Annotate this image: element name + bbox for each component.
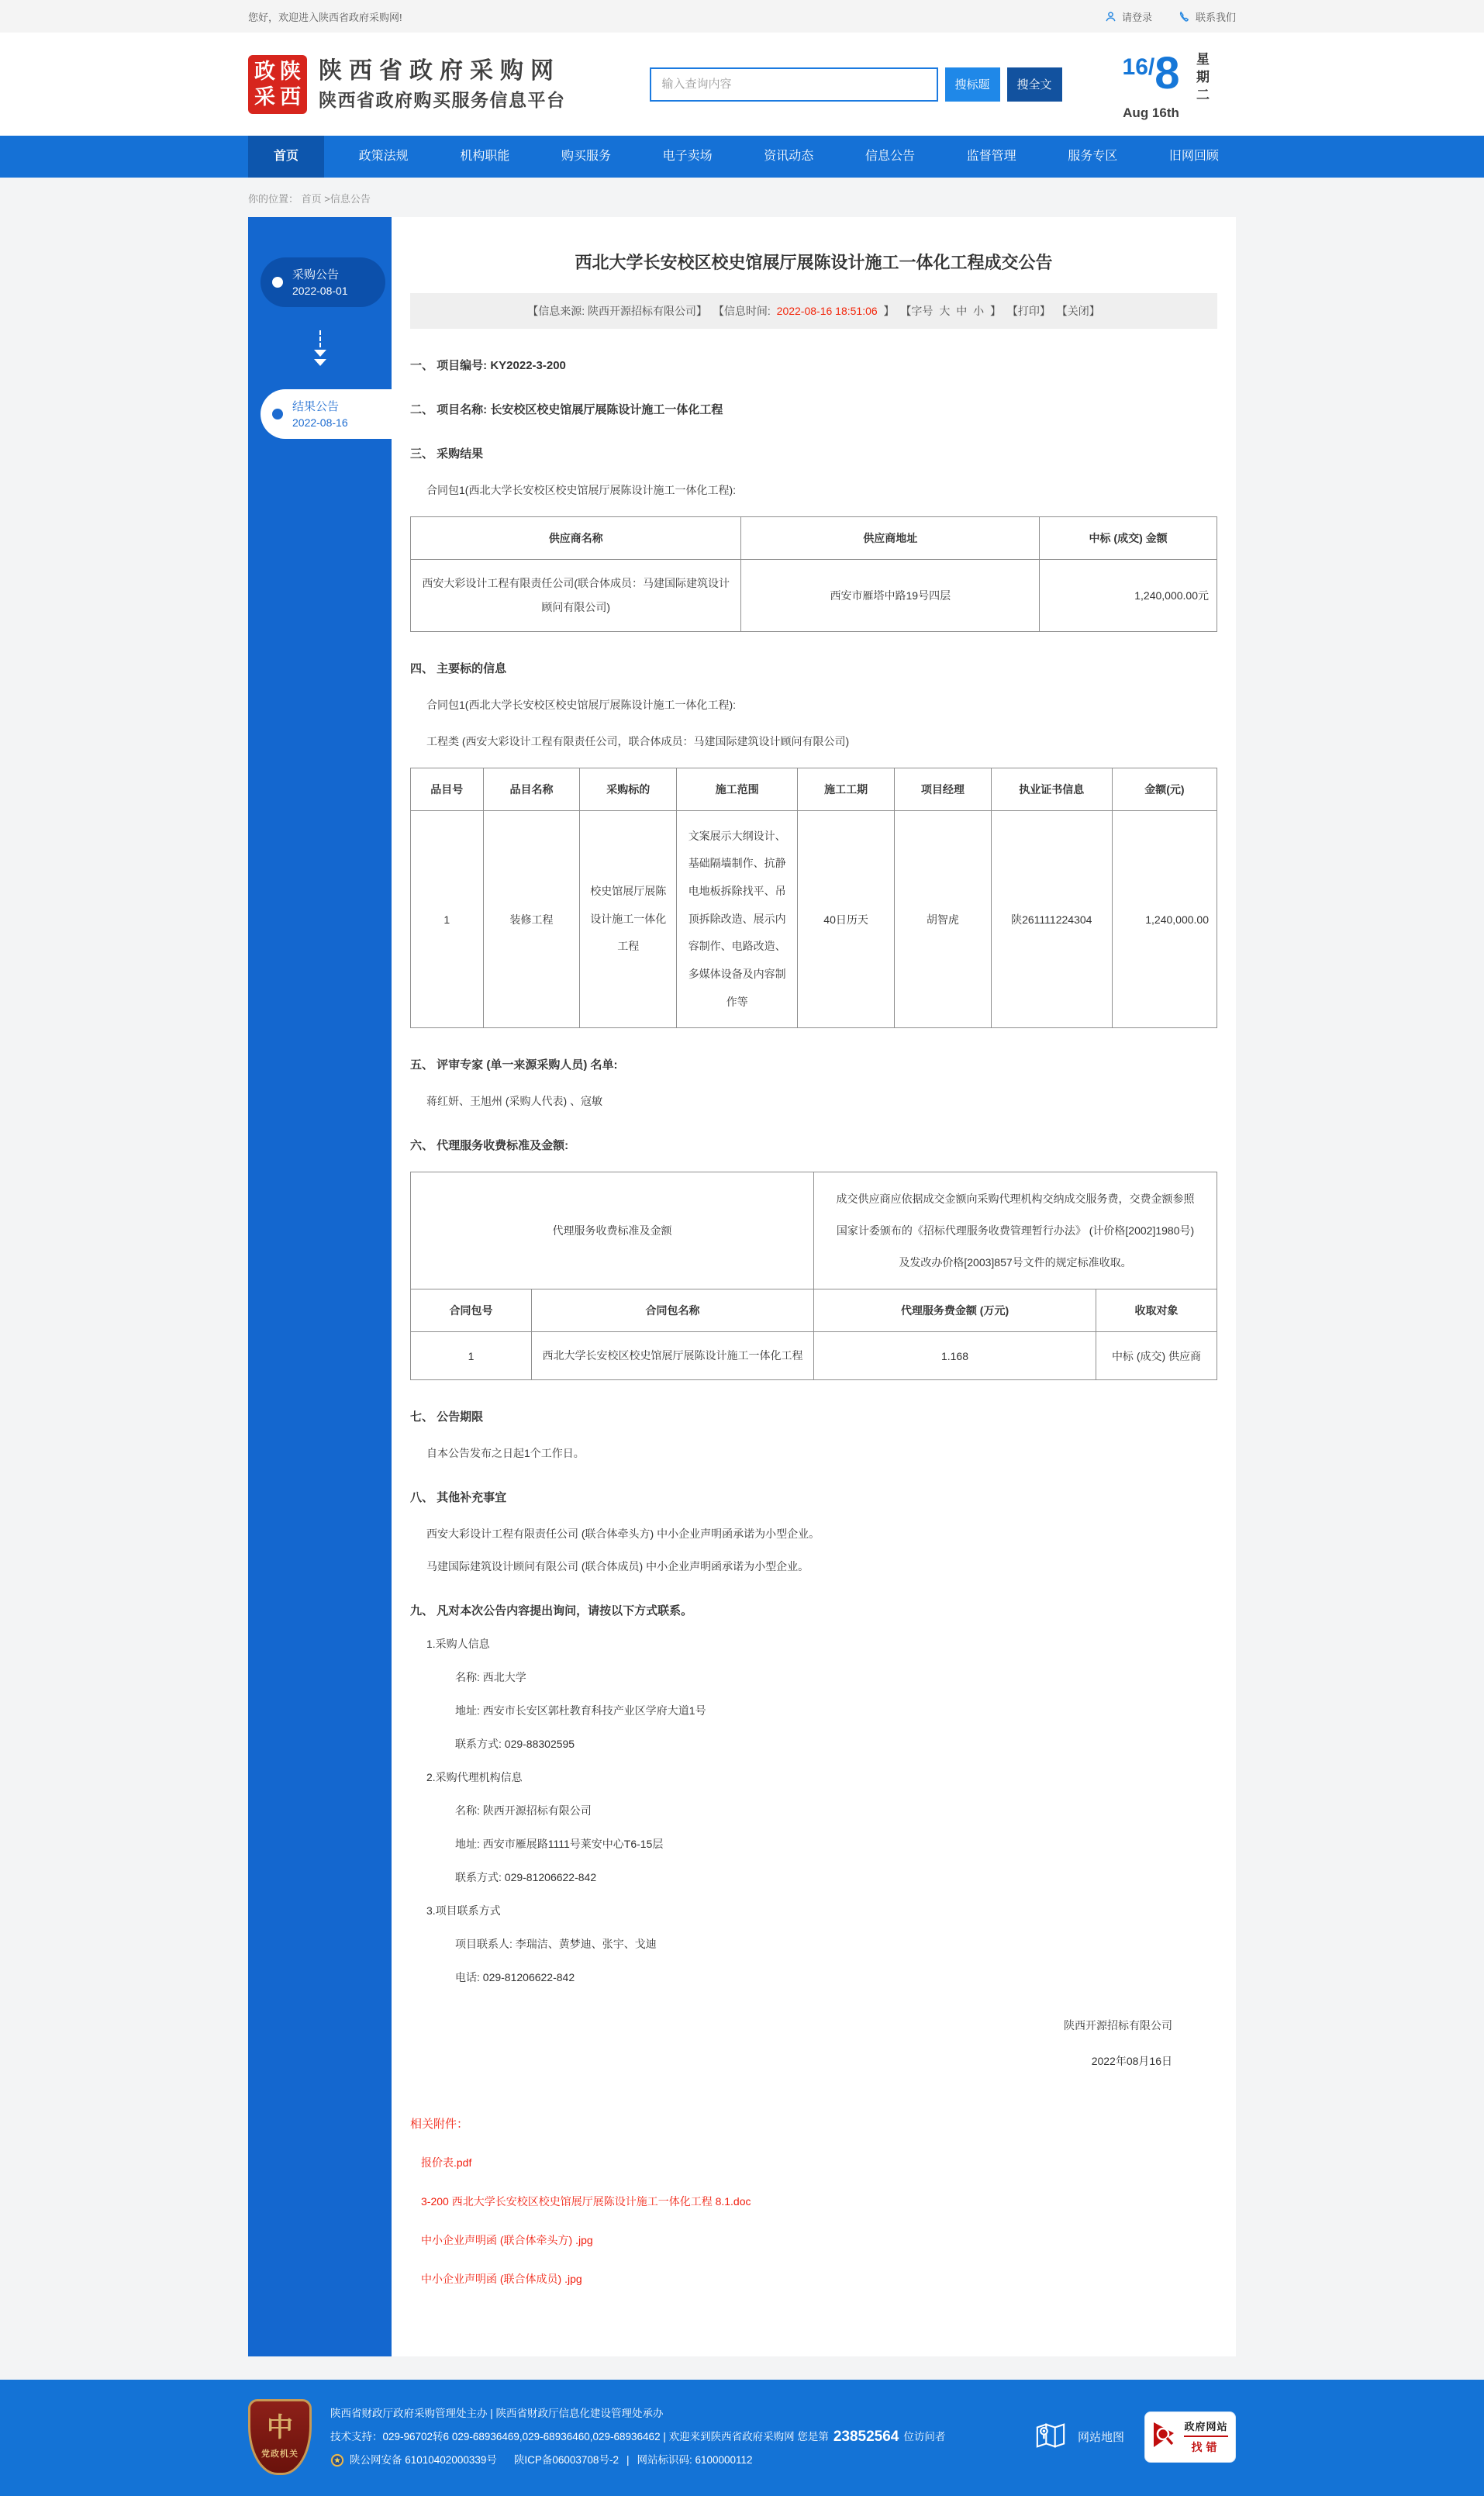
fee-payer-cell: 中标 (成交) 供应商 (1096, 1332, 1217, 1380)
sidebar-item-result-announcement[interactable] (261, 389, 392, 439)
section-5-heading: 五、 评审专家 (单一来源采购人员) 名单: (410, 1058, 618, 1072)
section-1-heading: 一、 项目编号: KY2022-3-200 (410, 359, 566, 372)
contact-line: 名称: 西北大学 (455, 1670, 526, 1683)
supplier-name-cell: 西安大彩设计工程有限责任公司(联合体成员：马建国际建筑设计顾问有限公司) (411, 560, 741, 632)
search-bar (650, 67, 1062, 102)
procurement-subject-cell: 校史馆展厅展陈设计施工一体化工程 (580, 810, 677, 1028)
section-7-heading: 七、 公告期限 (410, 1410, 484, 1424)
construction-period-cell: 40日历天 (798, 810, 895, 1028)
attachment-link[interactable]: 报价表.pdf (421, 2156, 472, 2169)
item-name-cell: 装修工程 (483, 810, 580, 1028)
nav-item-purchase-service[interactable]: 购买服务 (561, 150, 611, 163)
error-report-badge[interactable] (1144, 2411, 1236, 2463)
seal-char: 采 (254, 85, 275, 109)
nav-item-supervision[interactable]: 监督管理 (966, 150, 1016, 163)
sidebar-item-purchase-announcement[interactable] (261, 257, 385, 307)
date-month: 8 (1154, 48, 1180, 98)
print-button[interactable]: 【打印】 (1006, 305, 1051, 317)
nav-item-service-zone[interactable]: 服务专区 (1068, 150, 1118, 163)
breadcrumb (248, 178, 1236, 217)
login-label: 请登录 (1121, 11, 1152, 23)
table-header: 项目经理 (894, 768, 991, 810)
contact-line: 电话: 029-81206622-842 (455, 1970, 575, 1983)
fee-standard-label-cell: 代理服务收费标准及金额 (411, 1172, 814, 1289)
top-bar (0, 0, 1484, 33)
nav-item-home[interactable]: 首页 (248, 136, 324, 178)
nav-item-functions[interactable]: 机构职能 (460, 150, 510, 163)
attachments-section (410, 2115, 1217, 2287)
fontsize-medium-button[interactable]: 中 (956, 305, 968, 317)
date-english: Aug 16th (1123, 105, 1179, 120)
signature-org: 陕西开源招标有限公司 (1064, 2018, 1172, 2032)
nav-item-policies[interactable]: 政策法规 (358, 150, 409, 163)
nav-item-announcements[interactable]: 信息公告 (865, 150, 915, 163)
site-footer (0, 2380, 1484, 2496)
arrow-down-icon (314, 330, 326, 366)
date-display (1123, 47, 1211, 121)
page-title: 西北大学长安校区校史馆展厅展陈设计施工一体化工程成交公告 (575, 253, 1053, 272)
section-4-package: 合同包1(西北大学长安校区校史馆展厅展陈设计施工一体化工程): (426, 698, 736, 711)
date-slash: / (1148, 54, 1155, 80)
attachments-title: 相关附件： (410, 2117, 469, 2131)
sidebar-item-date: 2022-08-16 (292, 416, 348, 429)
sidebar-item-label: 结果公告 (292, 399, 340, 413)
supplier-address-cell: 西安市雁塔中路19号四层 (741, 560, 1040, 632)
police-registration-link[interactable]: 陕公网安备 61010402000339号 (350, 2453, 497, 2466)
police-badge-icon (330, 2453, 344, 2467)
subject-matter-table (410, 768, 1217, 1029)
package-name-cell: 西北大学长安校区校史馆展厅展陈设计施工一体化工程 (532, 1332, 814, 1380)
supplier-table (410, 516, 1217, 632)
seal-char: 陕 (280, 59, 301, 83)
sidebar-item-date: 2022-08-01 (292, 284, 348, 297)
footer-registration-line (330, 2453, 945, 2468)
table-header: 供应商名称 (411, 517, 741, 560)
supplement-line: 西安大彩设计工程有限责任公司 (联合体牵头方) 中小企业声明函承诺为小型企业。 (426, 1527, 820, 1540)
breadcrumb-current: >信息公告 (324, 193, 371, 205)
sidebar-item-label: 采购公告 (292, 268, 340, 281)
section-8-heading: 八、 其他补充事宜 (410, 1490, 507, 1504)
section-3-heading: 三、 采购结果 (410, 447, 484, 461)
step-dot-icon (272, 277, 283, 288)
expert-names: 蒋红妍、王旭州 (采购人代表) 、寇敏 (426, 1095, 603, 1108)
search-input[interactable] (650, 67, 938, 102)
meta-time-value: 2022-08-16 18:51:06 (776, 305, 878, 317)
contact-line: 1.采购人信息 (426, 1637, 490, 1650)
footer-organizer-line: 陕西省财政厅政府采购管理处主办 | 陕西省财政厅信息化建设管理处承办 (330, 2407, 664, 2419)
sitemap-label: 网站地图 (1077, 2431, 1124, 2445)
table-header: 中标 (成交) 金额 (1040, 517, 1217, 560)
table-header: 金额(元) (1112, 768, 1217, 810)
contact-line: 联系方式: 029-88302595 (455, 1737, 575, 1750)
section-4-heading: 四、 主要标的信息 (410, 661, 507, 675)
agency-fee-table (410, 1172, 1217, 1380)
meta-time-suffix: 】 (880, 305, 895, 317)
date-day: 16 (1122, 54, 1148, 80)
visitor-count: 23852564 (833, 2428, 899, 2445)
contact-line: 名称: 陕西开源招标有限公司 (455, 1804, 592, 1817)
phone-icon (1179, 11, 1190, 22)
footer-support-text: 技术支持：029-96702转6 029-68936469,029-68936460,029-68936462 | 欢迎来到陕西省政府采购网 您是第 (330, 2430, 829, 2442)
attachment-link[interactable]: 3-200 西北大学长安校区校史馆展厅展陈设计施工一体化工程 8.1.doc (421, 2194, 751, 2208)
contact-line: 地址: 西安市雁展路1111号莱安中心T6-15层 (455, 1837, 664, 1850)
table-header: 品目名称 (483, 768, 580, 810)
site-logo[interactable] (248, 55, 566, 114)
welcome-text: 您好，欢迎进入陕西省政府采购网! (248, 11, 402, 23)
fontsize-small-button[interactable]: 小 (973, 305, 985, 317)
footer-separator: | (626, 2453, 630, 2466)
contact-link[interactable] (1179, 9, 1236, 24)
section-3-package: 合同包1(西北大学长安校区校史馆展厅展陈设计施工一体化工程): (426, 484, 736, 496)
close-button[interactable]: 【关闭】 (1056, 305, 1100, 317)
search-fulltext-button[interactable]: 搜全文 (1007, 67, 1062, 102)
error-badge-subtitle: 找错 (1191, 2441, 1221, 2454)
construction-scope-cell: 文案展示大纲设计、基础隔墙制作、抗静电地板拆除找平、吊顶拆除改造、展示内容制作、电路改造、多媒体设备及内容制作等 (677, 810, 798, 1028)
sitemap-link[interactable] (1034, 2420, 1124, 2454)
login-link[interactable] (1105, 9, 1152, 24)
contact-label: 联系我们 (1195, 11, 1236, 23)
main-nav (0, 136, 1484, 178)
table-header: 品目号 (411, 768, 484, 810)
award-amount-cell: 1,240,000.00元 (1040, 560, 1217, 632)
table-row (411, 1332, 1217, 1380)
weekday-char: 二 (1196, 88, 1210, 102)
attachment-link[interactable]: 中小企业声明函 (联合体成员) .jpg (421, 2272, 582, 2285)
logo-seal-icon (248, 55, 307, 114)
contact-line: 2.采购代理机构信息 (426, 1770, 523, 1783)
nav-item-emall[interactable]: 电子卖场 (662, 150, 713, 163)
contact-line: 联系方式: 029-81206622-842 (455, 1870, 597, 1883)
site-identification-code: 网站标识码: 6100000112 (637, 2453, 753, 2466)
signature-block (410, 2018, 1172, 2069)
contact-line: 地址: 西安市长安区郭杜教育科技产业区学府大道1号 (455, 1704, 706, 1717)
breadcrumb-prefix: 你的位置： (248, 193, 299, 205)
table-header: 施工范围 (677, 768, 798, 810)
icp-registration: 陕ICP备06003708号-2 (513, 2453, 619, 2466)
certificate-cell: 陕261111224304 (991, 810, 1112, 1028)
package-no-cell: 1 (411, 1332, 532, 1380)
nav-item-news[interactable]: 资讯动态 (764, 150, 814, 163)
footer-visitor-suffix: 位访问者 (903, 2430, 946, 2442)
footer-support-line (330, 2429, 945, 2445)
government-emblem-icon (248, 2399, 312, 2475)
error-finder-icon (1152, 2419, 1179, 2454)
step-dot-icon (272, 409, 283, 419)
table-row (411, 560, 1217, 632)
table-row (411, 810, 1217, 1028)
seal-char: 西 (280, 85, 301, 109)
article-panel (392, 217, 1236, 2356)
fontsize-large-button[interactable]: 大 (939, 305, 951, 317)
table-header: 供应商地址 (741, 517, 1040, 560)
weekday-char: 星 (1196, 52, 1210, 67)
signature-date: 2022年08月16日 (1091, 2054, 1172, 2067)
weekday-label (1196, 50, 1211, 104)
section-9-heading: 九、 凡对本次公告内容提出询问，请按以下方式联系。 (410, 1604, 693, 1617)
meta-fontsize-suffix: 】 (990, 305, 1001, 317)
table-header: 执业证书信息 (991, 768, 1112, 810)
contact-line: 3.项目联系方式 (426, 1904, 501, 1917)
item-no-cell: 1 (411, 810, 484, 1028)
seal-char: 政 (254, 59, 275, 83)
section-6-heading: 六、 代理服务收费标准及金额: (410, 1139, 569, 1153)
site-subtitle: 陕西省政府购买服务信息平台 (319, 89, 566, 110)
timeline-sidebar (248, 217, 392, 2356)
site-title: 陕西省政府采购网 (319, 57, 561, 84)
site-header (0, 33, 1484, 136)
contact-line: 项目联系人: 李瑞洁、黄梦迪、张宇、戈迪 (455, 1937, 657, 1950)
sitemap-icon (1034, 2420, 1067, 2454)
weekday-char: 期 (1196, 70, 1210, 85)
section-2-heading: 二、 项目名称: 长安校区校史馆展厅展陈设计施工一体化工程 (410, 403, 723, 416)
section-4-type: 工程类 (西安大彩设计工程有限责任公司，联合体成员：马建国际建筑设计顾问有限公司) (426, 734, 850, 747)
emblem-label: 党政机关 (261, 2449, 299, 2459)
meta-source: 【信息来源: 陕西开源招标有限公司】 (527, 305, 707, 317)
fee-standard-text-cell: 成交供应商应依据成交金额向采购代理机构交纳成交服务费，交费金额参照国家计委颁布的《招标代理服务收费管理暂行办法》 (计价格[2002]1980号) 及发改办价格[2003]857号文件的规定标准收取。 (814, 1172, 1217, 1289)
table-row (411, 1172, 1217, 1289)
nav-item-old-site[interactable]: 旧网回顾 (1168, 150, 1219, 163)
attachment-link[interactable]: 中小企业声明函 (联合体牵头方) .jpg (421, 2233, 593, 2246)
project-manager-cell: 胡智虎 (894, 810, 991, 1028)
supplement-line: 马建国际建筑设计顾问有限公司 (联合体成员) 中小企业声明函承诺为小型企业。 (426, 1559, 809, 1573)
error-badge-title: 政府网站 (1184, 2418, 1227, 2437)
article-meta-bar (410, 293, 1217, 329)
breadcrumb-home-link[interactable]: 首页 (301, 193, 322, 205)
table-header: 合同包号 (411, 1289, 532, 1332)
content-background (0, 178, 1484, 2380)
table-header: 采购标的 (580, 768, 677, 810)
table-header: 代理服务费金额 (万元) (814, 1289, 1096, 1332)
meta-time-prefix: 【信息时间: (713, 305, 774, 317)
user-icon (1105, 11, 1116, 22)
agency-fee-cell: 1.168 (814, 1332, 1096, 1380)
meta-fontsize-prefix: 【字号 (900, 305, 934, 317)
search-title-button[interactable]: 搜标题 (945, 67, 1000, 102)
table-header: 合同包名称 (532, 1289, 814, 1332)
table-header: 施工工期 (798, 768, 895, 810)
emblem-mark: 中 (267, 2412, 293, 2442)
announcement-period: 自本公告发布之日起1个工作日。 (426, 1446, 585, 1459)
amount-cell: 1,240,000.00 (1112, 810, 1217, 1028)
table-header: 收取对象 (1096, 1289, 1217, 1332)
